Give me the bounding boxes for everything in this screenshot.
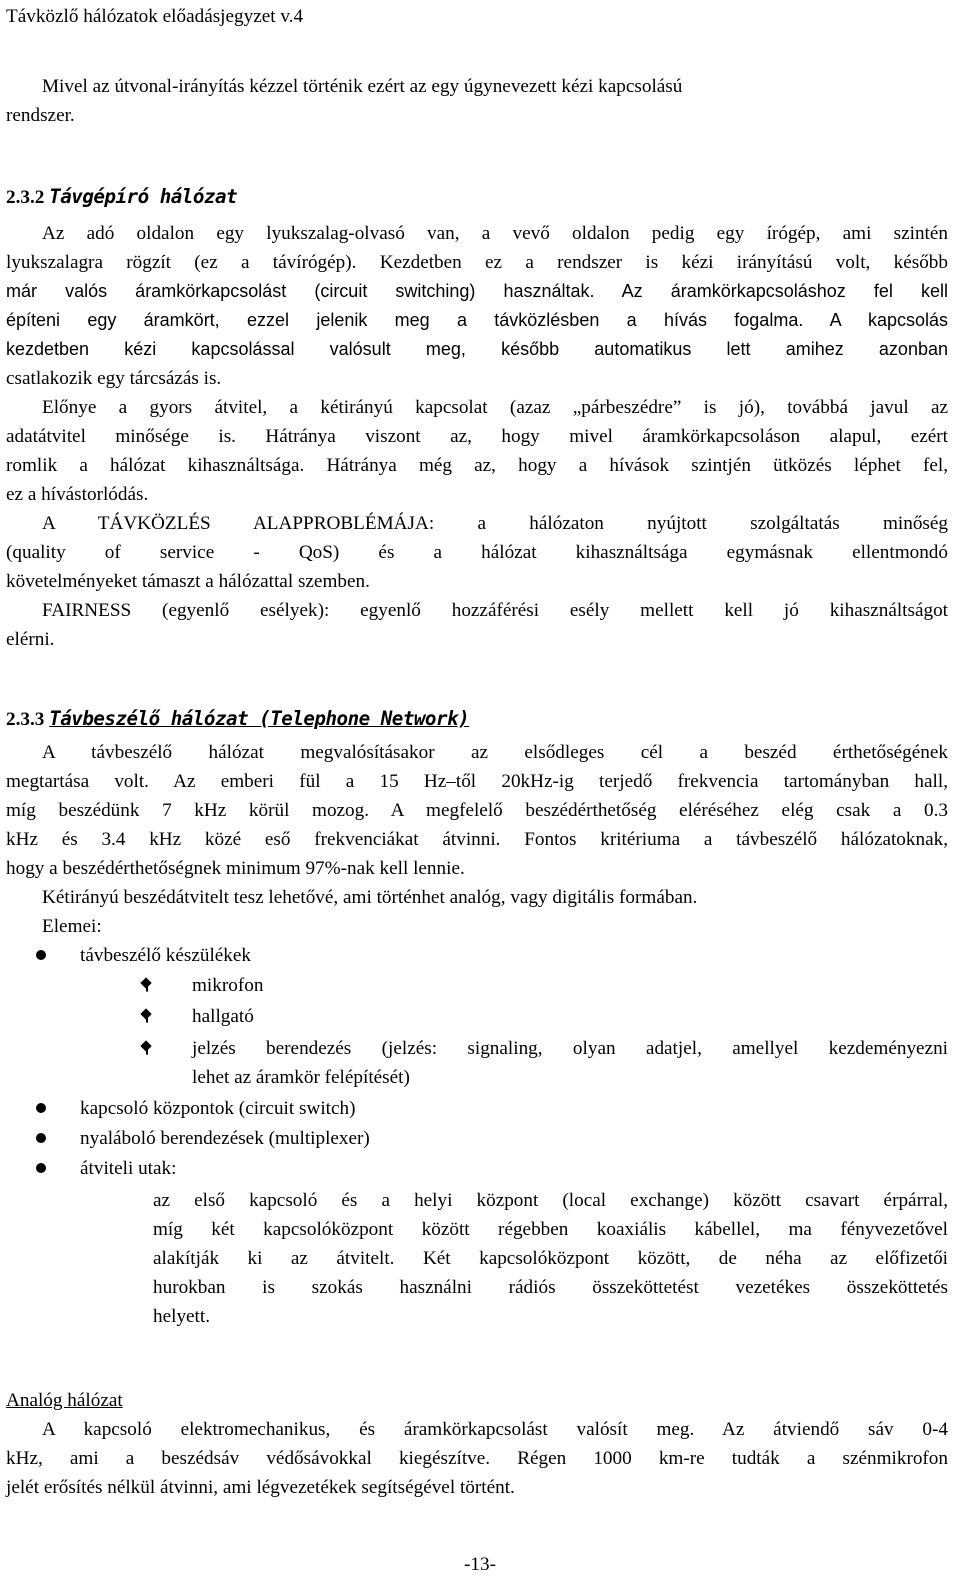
diamond-bullet-icon (140, 977, 151, 988)
section-title: Távgépíró hálózat (49, 185, 238, 208)
text-line: kHz és 3.4 kHz közé eső frekvenciákat átvinni. Fontos kritériuma a távbeszélő hálózatoknak, (6, 829, 948, 850)
list-item (0, 941, 960, 970)
sub-list-item (0, 1034, 960, 1092)
list-item-text: távbeszélő készülékek (80, 945, 252, 966)
text-line: már valós áramkörkapcsolást (circuit switching) használtak. Az áramkörkapcsoláshoz fel kell (6, 281, 948, 301)
text-line: jelzés berendezés (jelzés: signaling, olyan adatjel, amellyel kezdeményezni (192, 1038, 948, 1059)
list-item-text: nyaláboló berendezések (multiplexer) (80, 1128, 370, 1149)
list-item (0, 1124, 960, 1153)
list-item (0, 1154, 960, 1183)
diamond-bullet-icon (140, 1040, 151, 1051)
list-item-text: átviteli utak: (80, 1158, 177, 1179)
text-line: Elemei: (42, 916, 102, 937)
list-item (0, 1094, 960, 1123)
text-line: A kapcsoló elektromechanikus, és áramkörkapcsolást valósít meg. Az átviendő sáv 0-4 (42, 1419, 948, 1440)
text-line: az első kapcsoló és a helyi központ (local exchange) között csavart érpárral, (153, 1190, 948, 1211)
text-line: kezdetben kézi kapcsolással valósult meg, később automatikus lett amihez azonban (6, 339, 948, 359)
analog-section (6, 1386, 948, 1502)
intro-paragraph (6, 72, 948, 130)
text-line: adatátvitel minősége is. Hátránya viszont az, hogy mivel áramkörkapcsoláson alapul, ezért (6, 426, 948, 447)
text-line: romlik a hálózat kihasználtsága. Hátránya még az, hogy a hívások szintjén ütközés léphet fel, (6, 455, 948, 476)
text-line: Mivel az útvonal-irányítás kézzel történik ezért az egy úgynevezett kézi kapcsolású (42, 76, 683, 97)
bullet-icon (36, 950, 46, 960)
page-number: -13- (464, 1554, 496, 1575)
text-line: Kétirányú beszédátvitelt tesz lehetővé, ami történhet analóg, vagy digitális formában. (42, 887, 698, 908)
list-item-text: kapcsoló központok (circuit switch) (80, 1098, 356, 1119)
document-header: Távközlő hálózatok előadásjegyzet v.4 (6, 6, 304, 27)
transmission-paragraph (153, 1186, 948, 1331)
section-title: Távbeszélő hálózat (Telephone Network) (49, 707, 470, 730)
text-line: jelét erősítés nélkül átvinni, ami légvezetékek segítségével történt. (6, 1477, 515, 1498)
text-line: (quality of service - QoS) és a hálózat kihasználtsága egymásnak ellentmondó (6, 542, 948, 563)
bullet-icon (36, 1163, 46, 1173)
text-line: csatlakozik egy tárcsázás is. (6, 368, 222, 389)
bullet-icon (36, 1103, 46, 1113)
text-line: kHz, ami a beszédsáv védősávokkal kiegészítve. Régen 1000 km-re tudták a szénmikrofon (6, 1448, 948, 1469)
text-line: A távbeszélő hálózat megvalósításakor az elsődleges cél a beszéd érthetőségének (42, 742, 948, 763)
analog-title-text: Analóg hálózat (6, 1390, 123, 1411)
section-heading-2-3-3 (6, 704, 469, 734)
text-line: míg beszédünk 7 kHz körül mozog. A megfelelő beszédérthetőség eléréséhez elég csak a 0.3 (6, 800, 948, 821)
section-body-2-3-3 (6, 738, 948, 941)
text-line (6, 248, 948, 277)
text-line: alakítják ki az átvitelt. Két kapcsolóközpont között, de néha az előfizetői (153, 1248, 948, 1269)
text-line: míg két kapcsolóközpont között régebben koaxiális kábellel, ma fényvezetővel (153, 1219, 948, 1240)
section-number: 2.3.3 (6, 709, 45, 730)
text-span: lyukszalagra rögzít (ez a távírógép). Kezdetben ez a rendszer is kézi irányítású volt, később (6, 252, 948, 273)
text-line: követelményeket támaszt a hálózattal szemben. (6, 571, 370, 592)
text-line: építeni egy áramkört, ezzel jelenik meg a távközlésben a hívás fogalma. A kapcsolás (6, 310, 948, 330)
text-line: A TÁVKÖZLÉS ALAPPROBLÉMÁJA: a hálózaton nyújtott szolgáltatás minőség (42, 513, 948, 534)
bullet-icon (36, 1133, 46, 1143)
text-line: hogy a beszédérthetőségnek minimum 97%-nak kell lennie. (6, 858, 465, 879)
section-heading-2-3-2 (6, 182, 237, 212)
sub-list-item-text: mikrofon (192, 975, 264, 996)
text-line: helyett. (153, 1306, 211, 1327)
text-line: FAIRNESS (egyenlő esélyek): egyenlő hozzáférési esély mellett kell jó kihasználtságot (42, 600, 948, 621)
text-line: rendszer. (6, 105, 75, 126)
text-line: elérni. (6, 629, 55, 650)
sub-list-item (0, 1002, 960, 1031)
text-line: Az adó oldalon egy lyukszalag-olvasó van, a vevő oldalon pedig egy írógép, ami szintén (42, 223, 948, 244)
diamond-bullet-icon (140, 1008, 151, 1019)
text-line: ez a hívástorlódás. (6, 484, 149, 505)
sub-list-item-text (192, 1034, 948, 1092)
text-line: hurokban is szokás használni rádiós összeköttetést vezetékes összeköttetés (153, 1277, 948, 1298)
sub-list-item (0, 971, 960, 1000)
analog-title (6, 1386, 948, 1415)
text-line: megtartása volt. Az emberi fül a 15 Hz–től 20kHz-ig terjedő frekvencia tartományban hall, (6, 771, 948, 792)
text-line: lehet az áramkör felépítését) (192, 1067, 410, 1088)
text-line: Előnye a gyors átvitel, a kétirányú kapcsolat (azaz „párbeszédre” is jó), továbbá javul az (42, 397, 948, 418)
section-number: 2.3.2 (6, 187, 45, 208)
section-body-2-3-2 (6, 219, 948, 654)
sub-list-item-text: hallgató (192, 1006, 254, 1027)
